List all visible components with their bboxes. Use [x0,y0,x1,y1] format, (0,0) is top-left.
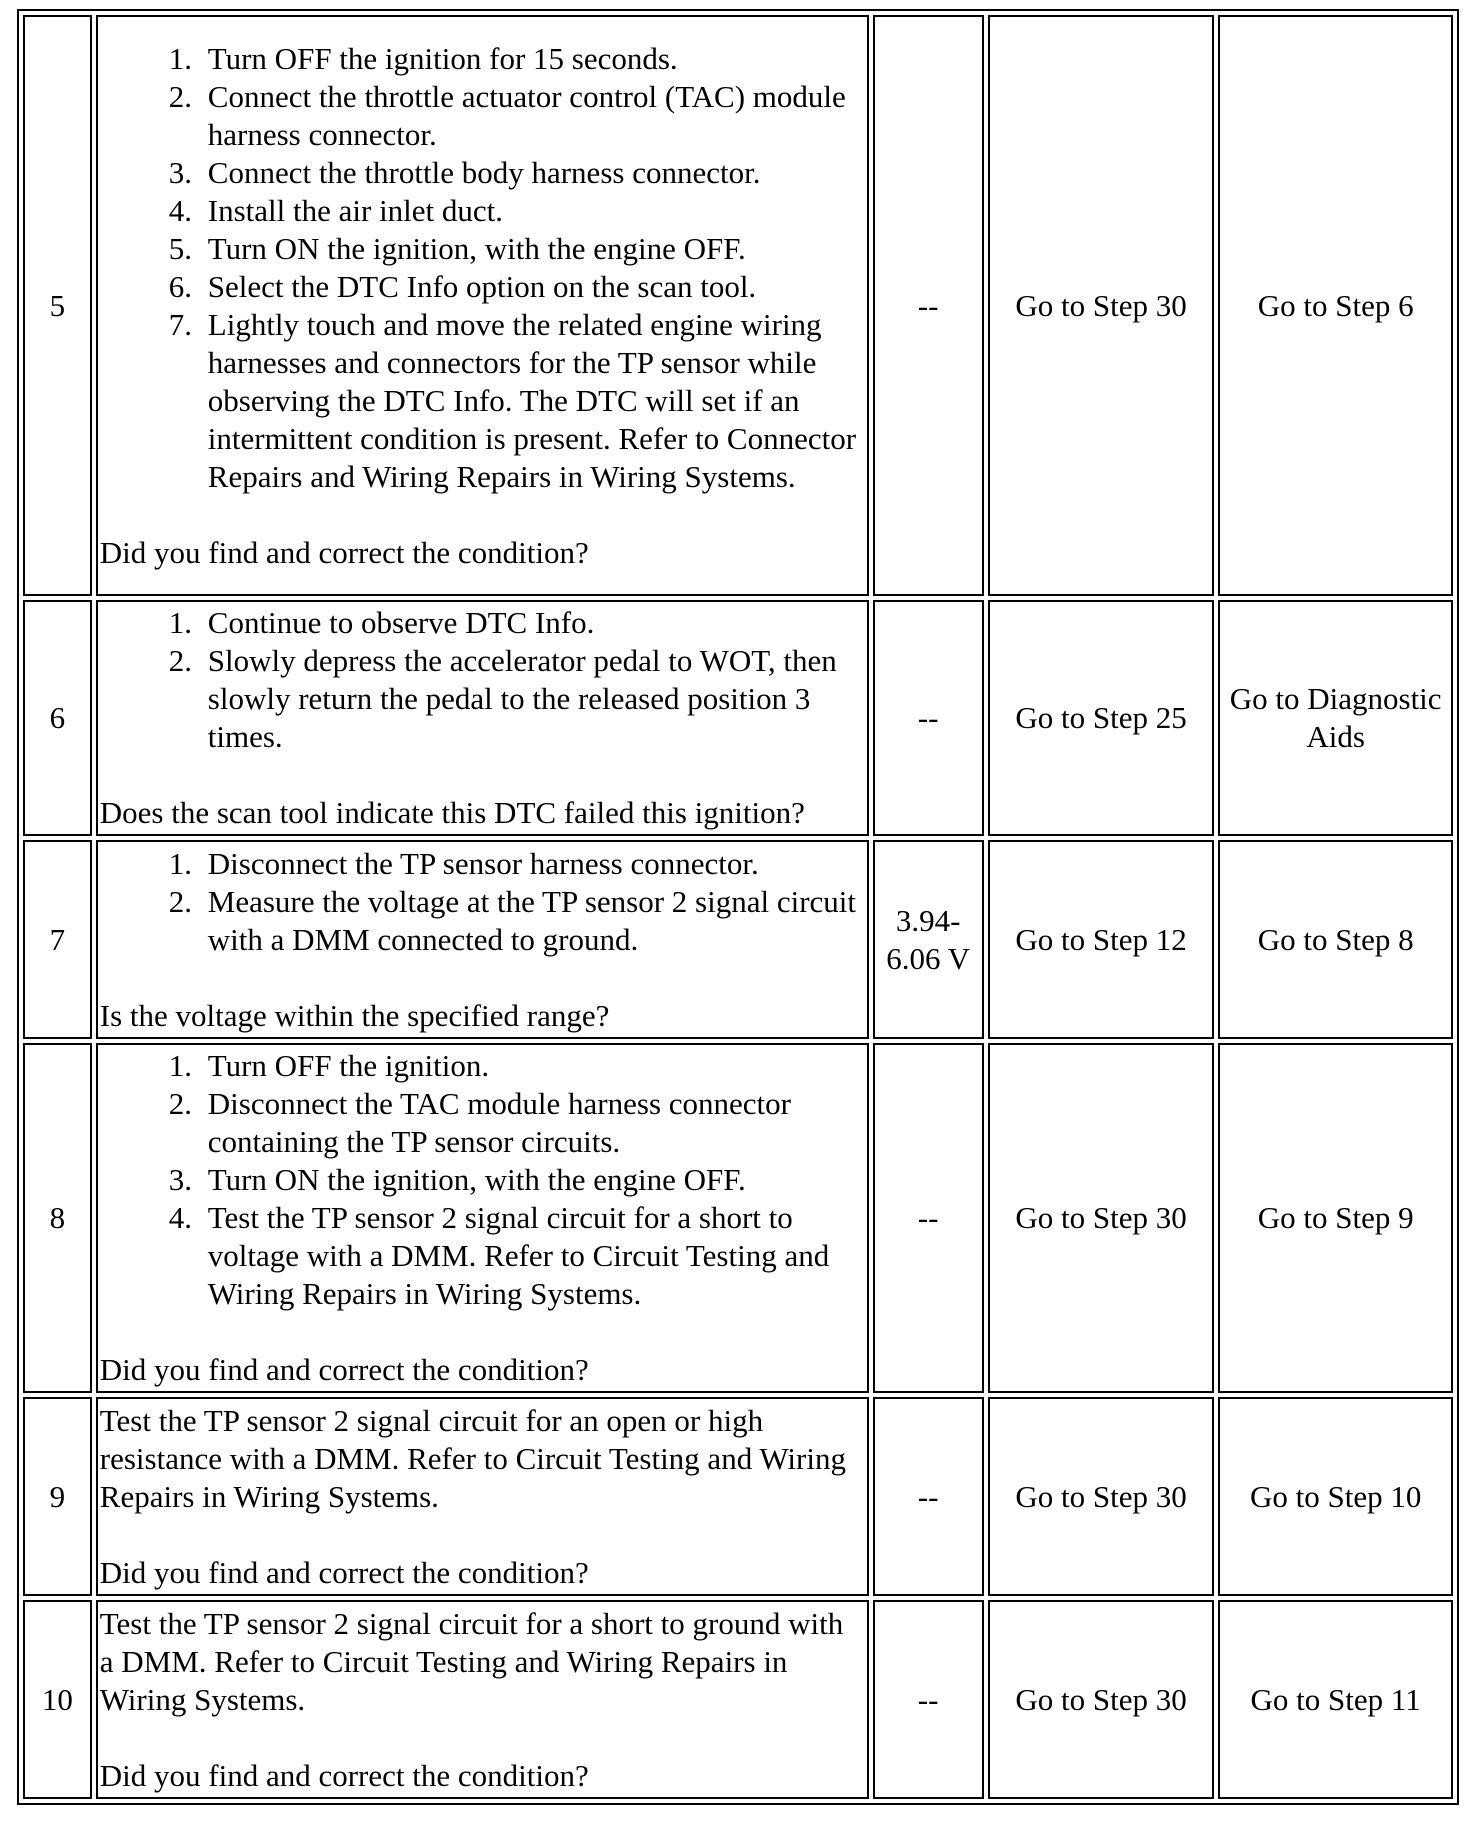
action-cell [96,1600,869,1799]
action-item: 3. Turn ON the ignition, with the engine OFF. [200,1161,865,1199]
action-item: 1. Continue to observe DTC Info. [200,604,865,642]
action-item: 2. Measure the voltage at the TP sensor 2 signal circuit with a DMM connected to ground. [200,883,865,959]
step-question: Did you find and correct the condition? [99,1757,589,1793]
action-item: 3. Connect the throttle body harness connector. [200,154,865,192]
value-cell: -- [873,1043,984,1393]
action-cell [96,1397,869,1596]
yes-cell: Go to Step 25 [988,600,1215,836]
yes-cell: Go to Step 30 [988,1397,1215,1596]
action-item: 2. Connect the throttle actuator control (TAC) module harness connector. [200,78,865,154]
diagnostic-steps-table [17,9,1459,1805]
value-cell: -- [873,1397,984,1596]
action-item: 1. Turn OFF the ignition. [200,1047,865,1085]
yes-cell: Go to Step 30 [988,1043,1215,1393]
document-page [17,9,1459,1805]
action-cell [96,840,869,1039]
yes-cell: Go to Step 12 [988,840,1215,1039]
action-item: 2. Disconnect the TAC module harness connector containing the TP sensor circuits. [200,1085,865,1161]
step-question: Did you find and correct the condition? [99,1352,589,1387]
step-number: 10 [23,1600,92,1799]
step-question: Did you find and correct the condition? [99,534,589,570]
action-list [100,1047,865,1313]
action-cell [96,1043,869,1393]
action-text: Test the TP sensor 2 signal circuit for a short to ground with a DMM. Refer to Circuit Testing and Wiring Repairs in Wiring Systems. [99,1605,844,1717]
action-item: 2. Slowly depress the accelerator pedal to WOT, then slowly return the pedal to the released position 3 times. [200,642,865,756]
action-item: 1. Disconnect the TP sensor harness connector. [200,845,865,883]
action-item: 5. Turn ON the ignition, with the engine OFF. [200,230,865,268]
action-item: 7. Lightly touch and move the related engine wiring harnesses and connectors for the TP sensor while observing the DTC Info. The DTC will set if an intermittent condition is present. Refer to Connector Repairs and Wiring Repairs in Wiring Systems. [200,306,865,496]
table-row [23,1043,1453,1393]
no-cell: Go to Step 10 [1218,1397,1453,1596]
action-item: 1. Turn OFF the ignition for 15 seconds. [200,40,865,78]
step-number: 5 [23,15,92,596]
step-number: 8 [23,1043,92,1393]
action-list [100,845,865,959]
step-number: 7 [23,840,92,1039]
table-row [23,600,1453,836]
table-row [23,1397,1453,1596]
action-cell [96,15,869,596]
no-cell: Go to Step 6 [1218,15,1453,596]
yes-cell: Go to Step 30 [988,1600,1215,1799]
no-cell: Go to Step 8 [1218,840,1453,1039]
value-cell: -- [873,1600,984,1799]
no-cell: Go to Step 11 [1218,1600,1453,1799]
step-number: 9 [23,1397,92,1596]
no-cell: Go to Diagnostic Aids [1218,600,1453,836]
step-question: Did you find and correct the condition? [99,1554,589,1590]
action-item: 4. Test the TP sensor 2 signal circuit for a short to voltage with a DMM. Refer to Circuit Testing and Wiring Repairs in Wiring Systems. [200,1199,865,1313]
table-row [23,1600,1453,1799]
action-cell [96,600,869,836]
value-cell: -- [873,15,984,596]
action-text: Test the TP sensor 2 signal circuit for an open or high resistance with a DMM. Refer to Circuit Testing and Wiring Repairs in Wiring Systems. [99,1402,846,1514]
value-cell: -- [873,600,984,836]
step-question: Is the voltage within the specified range? [99,997,610,1033]
step-number: 6 [23,600,92,836]
action-list [100,604,865,756]
table-row [23,15,1453,596]
table-row [23,840,1453,1039]
step-question: Does the scan tool indicate this DTC failed this ignition? [99,795,805,830]
value-cell: 3.94-6.06 V [873,840,984,1039]
action-item: 4. Install the air inlet duct. [200,192,865,230]
yes-cell: Go to Step 30 [988,15,1215,596]
action-item: 6. Select the DTC Info option on the scan tool. [200,268,865,306]
action-list [100,40,865,496]
no-cell: Go to Step 9 [1218,1043,1453,1393]
